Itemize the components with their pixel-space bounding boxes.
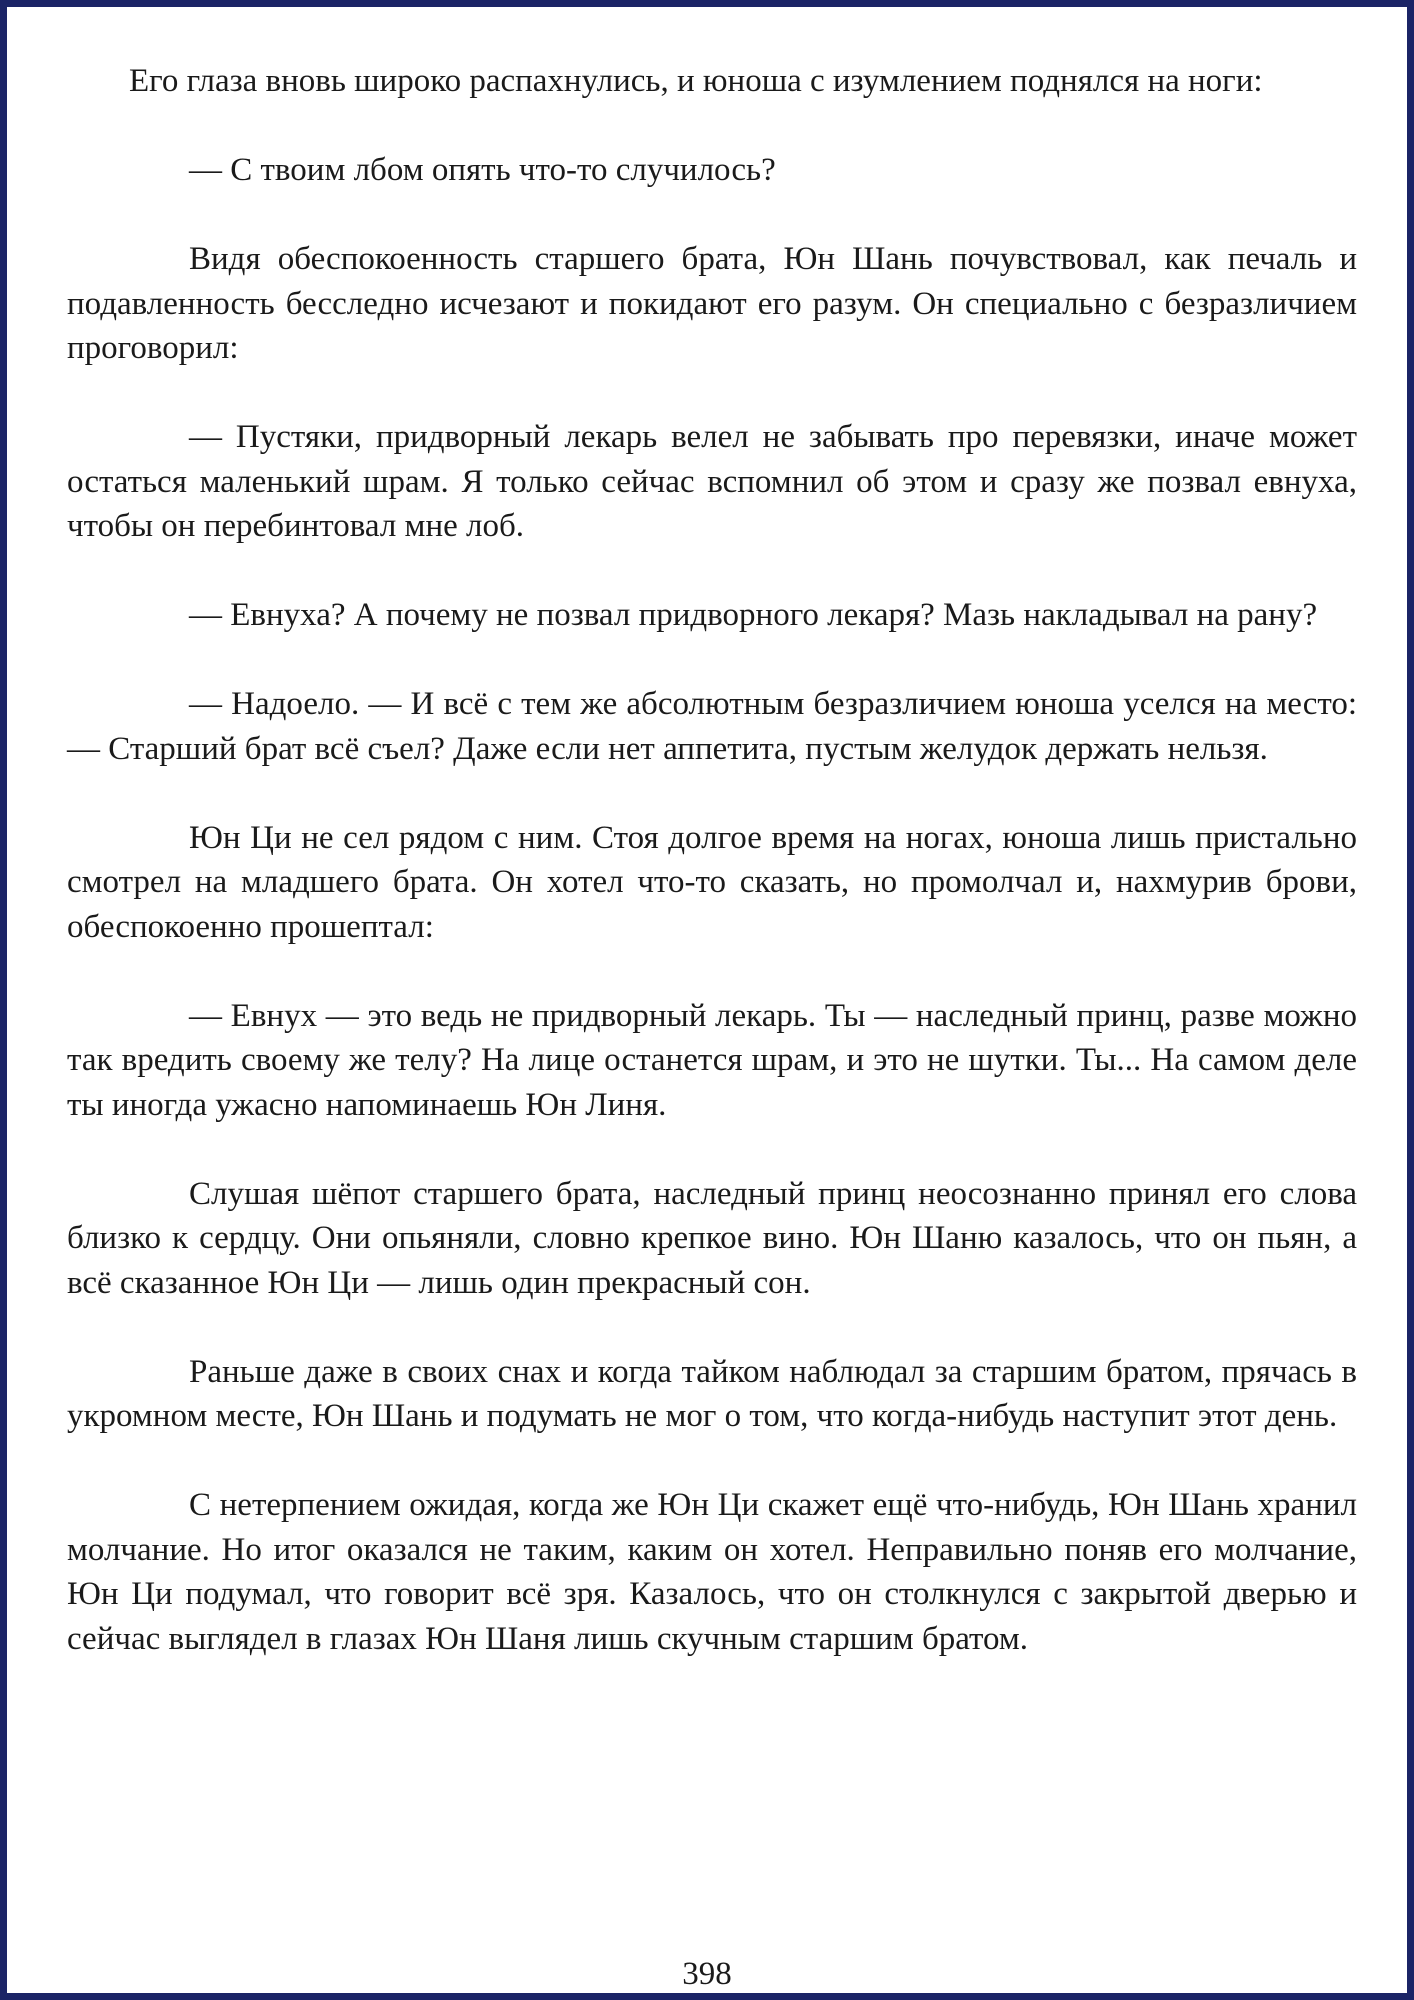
- paragraph-3: Видя обеспокоенность старшего брата, Юн Шань почувствовал, как печаль и подавленность бесследно исчезают и покидают его разум. Он специально с безразличием проговорил:: [67, 241, 1357, 366]
- body-text: [67, 59, 1357, 1661]
- paragraph-5: — Евнуха? А почему не позвал придворного лекаря? Мазь накладывал на рану?: [189, 597, 1318, 633]
- paragraph-gap: [67, 1305, 1357, 1350]
- paragraph-10: Раньше даже в своих снах и когда тайком наблюдал за старшим братом, прячась в укромном месте, Юн Шань и подумать не мог о том, что когда-нибудь наступит этот день.: [67, 1353, 1357, 1434]
- paragraph-gap: [67, 193, 1357, 238]
- paragraph-2: — С твоим лбом опять что-то случилось?: [189, 152, 776, 188]
- paragraph-gap: [67, 104, 1357, 149]
- paragraph-gap: [67, 1127, 1357, 1172]
- page-number: 398: [682, 1956, 732, 1992]
- paragraph-gap: [67, 771, 1357, 816]
- paragraph-7: Юн Ци не сел рядом с ним. Стоя долгое время на ногах, юноша лишь пристально смотрел на младшего брата. Он хотел что-то сказать, но промолчал и, нахмурив брови, обеспокоенно прошептал:: [67, 819, 1357, 945]
- paragraph-gap: [67, 638, 1357, 683]
- paragraph-8: — Евнух — это ведь не придворный лекарь. Ты — наследный принц, разве можно так вредить своему же телу? На лице останется шрам, и это не шутки. Ты... На самом деле ты иногда ужасно напоминаешь Юн Линя.: [67, 997, 1357, 1123]
- paragraph-1: Его глаза вновь широко распахнулись, и юноша с изумлением поднялся на ноги:: [129, 63, 1263, 99]
- paragraph-9: Слушая шёпот старшего брата, наследный принц неосознанно принял его слова близко к сердцу. Они опьяняли, словно крепкое вино. Юн Шаню казалось, что он пьян, а всё сказанное Юн Ци — лишь один прекрасный сон.: [67, 1175, 1357, 1301]
- paragraph-gap: [67, 371, 1357, 416]
- paragraph-6: — Надоело. — И всё с тем же абсолютным безразличием юноша уселся на место: — Старший брат всё съел? Даже если нет аппетита, пустым желудок держать нельзя.: [67, 686, 1357, 767]
- paragraph-gap: [67, 549, 1357, 594]
- paragraph-gap: [67, 949, 1357, 994]
- paragraph-gap: [67, 1439, 1357, 1484]
- paragraph-11: С нетерпением ожидая, когда же Юн Ци скажет ещё что-нибудь, Юн Шань хранил молчание. Но итог оказался не таким, каким он хотел. Неправильно поняв его молчание, Юн Ци подумал, что говорит всё зря. Казалось, что он столкнулся с закрытой дверью и сейчас выглядел в глазах Юн Шаня лишь скучным старшим братом.: [67, 1487, 1357, 1657]
- paragraph-4: — Пустяки, придворный лекарь велел не забывать про перевязки, иначе может остаться маленький шрам. Я только сейчас вспомнил об этом и сразу же позвал евнуха, чтобы он перебинтовал мне лоб.: [67, 419, 1357, 544]
